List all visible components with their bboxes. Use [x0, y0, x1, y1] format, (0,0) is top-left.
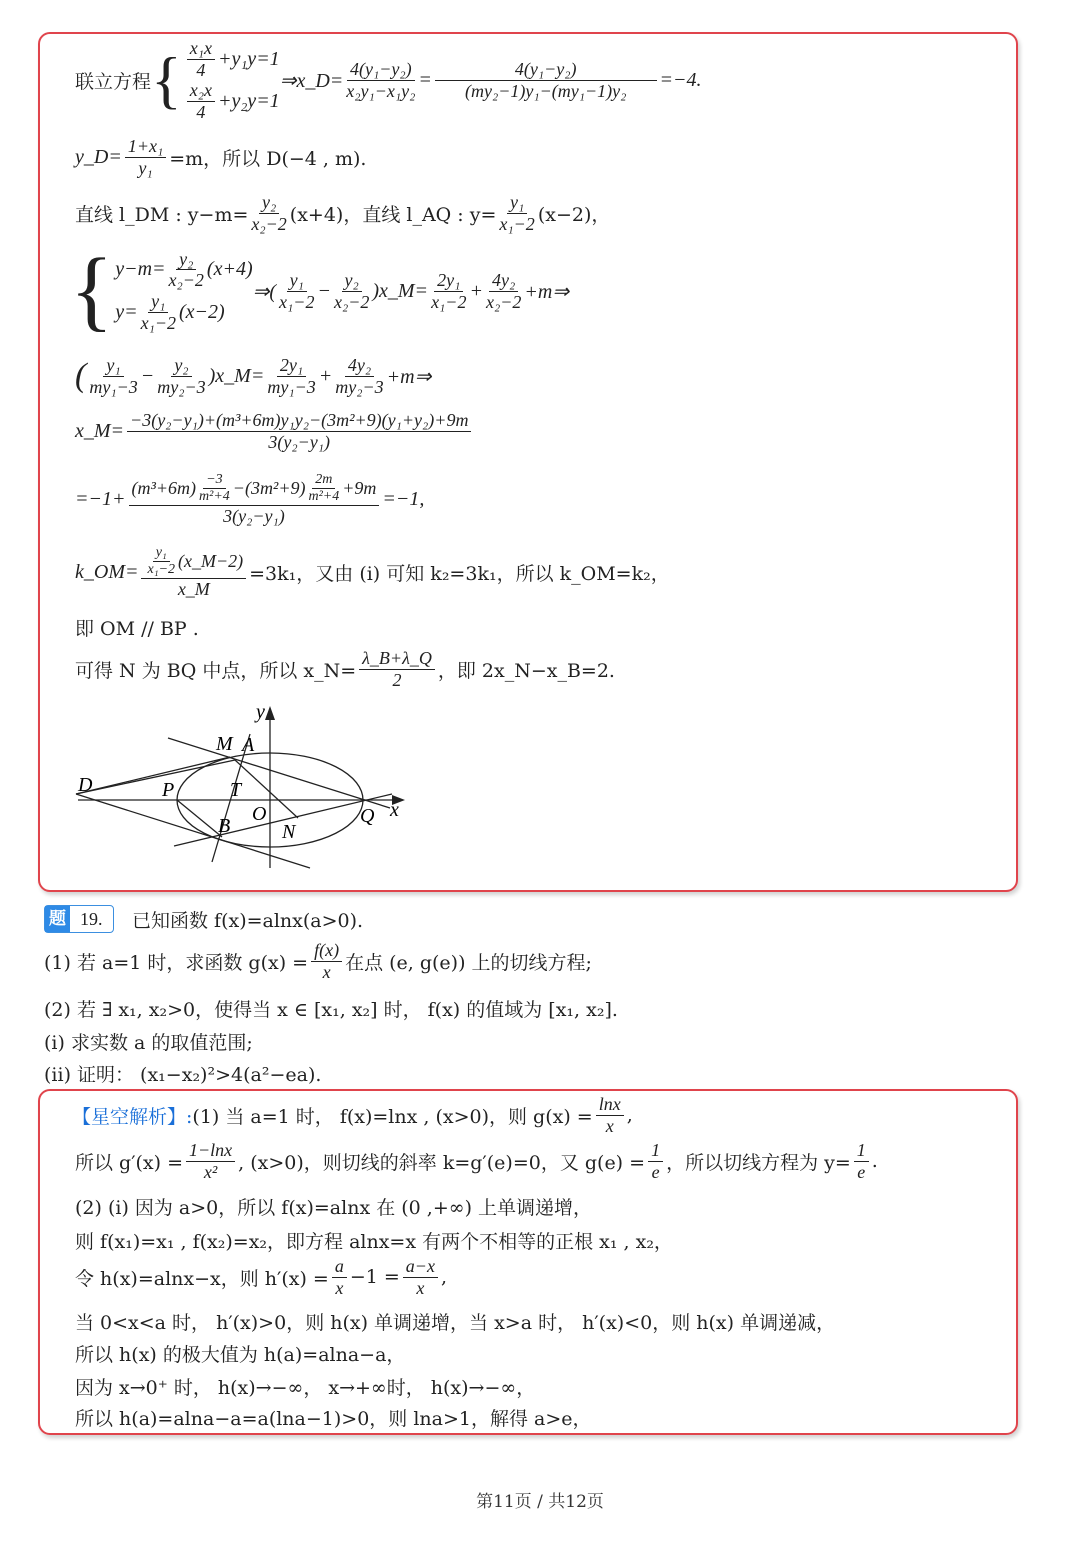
num: a−x — [403, 1256, 438, 1278]
expr: 所以 h(x) 的极大值为 h(a)=alna−a， — [75, 1344, 406, 1366]
label-d: D — [78, 774, 93, 796]
den: e — [651, 1161, 660, 1182]
expr: (m³+6m) — [131, 478, 197, 499]
label-a: A — [242, 734, 255, 756]
den: x₂y₁−x₁y₂ — [346, 80, 416, 101]
expr: 因为 x→0⁺ 时， h(x)→−∞， x→+∞时， h(x)→−∞， — [75, 1377, 536, 1399]
label-p: P — [162, 779, 175, 801]
den: x — [605, 1115, 614, 1136]
num: 4y₂ — [345, 355, 374, 377]
num: 1+x₁ — [125, 136, 166, 158]
den: e — [857, 1161, 866, 1182]
num: y₂ — [342, 270, 362, 292]
den: x₂−2 — [168, 270, 204, 291]
num: 1 — [854, 1140, 869, 1162]
den: x₁−2 — [431, 291, 467, 312]
num: −3(y₂−y₁)+(m³+6m)y₁y₂−(3m²+9)(y₁+y₂)+9m — [127, 410, 471, 432]
expr: (ii) 证明： (x₁−x₂)²>4(a²−ea). — [44, 1064, 322, 1086]
num: 1 — [648, 1140, 663, 1162]
analysis-tag: 【星空解析】: — [72, 1105, 193, 1128]
den: 3(y₂−y₁) — [268, 431, 331, 452]
den: x_M — [177, 579, 210, 600]
sol-line-3 — [75, 1193, 592, 1220]
num: λ_B+λ_Q — [359, 648, 435, 670]
num: y₂ — [259, 192, 279, 214]
system-xm-line — [70, 241, 570, 340]
expr: (1) 若 a=1 时，求函数 g(x) = — [44, 951, 309, 974]
label-x: x — [390, 799, 399, 821]
den: y₁ — [138, 157, 153, 178]
expr: k_OM= — [75, 560, 139, 583]
expr: y= — [115, 300, 138, 323]
badge-tag: 题 — [45, 906, 70, 932]
expr: − — [140, 364, 155, 387]
sol-line-5 — [75, 1256, 447, 1298]
num: f(x) — [311, 940, 342, 962]
num: 2y₁ — [434, 270, 463, 292]
expr: −(3m²+9) — [232, 478, 306, 499]
expr: y_D= — [75, 145, 122, 168]
problem-number: 19. — [80, 909, 103, 929]
expr: +m⇒ — [524, 280, 570, 303]
label-m: M — [216, 733, 233, 755]
brace: { — [70, 241, 114, 340]
den: x₁−2 — [279, 291, 315, 312]
expr: +m⇒ — [386, 365, 432, 388]
expr: (x_M−2) — [178, 551, 244, 572]
den: m²+4 — [199, 489, 230, 505]
om-parallel-bp — [75, 614, 199, 641]
text: 联立方程 — [75, 70, 152, 93]
expr: ，即 2x_N−x_B=2. — [437, 659, 615, 682]
num: x₁x — [187, 38, 215, 60]
expr: +y₁y=1 — [217, 47, 280, 70]
system — [115, 249, 252, 334]
xm-expression — [75, 410, 474, 452]
label-b: B — [218, 815, 231, 837]
num: y₂ — [176, 249, 196, 271]
problem-badge — [44, 905, 114, 933]
expr: 可得 N 为 BQ 中点，所以 x_N= — [75, 659, 357, 682]
label-t: T — [230, 779, 242, 801]
expr: )x_M= — [208, 364, 265, 387]
label-y: y — [256, 701, 265, 723]
expr: ，所以切线方程为 y= — [666, 1151, 851, 1174]
expr: + — [469, 279, 483, 302]
expr: 直线 l_DM : y−m= — [75, 203, 249, 226]
xm-result — [75, 472, 424, 527]
num: 1−lnx — [186, 1140, 235, 1162]
den: x — [416, 1277, 425, 1298]
expr: . — [871, 1150, 878, 1173]
den: x₂−2 — [485, 291, 522, 312]
num: y₁ — [153, 545, 170, 562]
expr: 则 f(x₁)=x₁ , f(x₂)=x₂，即方程 alnx=x 有两个不相等的正根 x₁ , x₂， — [75, 1231, 673, 1253]
expr: 当 0<x<a 时， h′(x)>0，则 h(x) 单调递增，当 x>a 时， h′(x)<0，则 h(x) 单调递减， — [75, 1312, 836, 1334]
problem-part-2ii — [44, 1060, 321, 1087]
den: my₁−3 — [267, 376, 316, 397]
label-n: N — [282, 821, 296, 843]
expr: 即 OM // BP . — [75, 618, 199, 640]
sol-line-6 — [75, 1308, 835, 1335]
expr: + — [318, 364, 333, 387]
expr: (x+4) — [206, 258, 253, 281]
expr: =−4. — [659, 68, 702, 91]
expr: +9m — [342, 478, 377, 499]
sol-line-7 — [75, 1340, 405, 1367]
num: 2m — [312, 472, 335, 489]
lines-dm-aq — [75, 192, 610, 234]
sol-line-2 — [75, 1140, 878, 1182]
sol-line-8 — [75, 1373, 535, 1400]
num: 2y₁ — [277, 355, 306, 377]
expr: (x−2)， — [537, 203, 611, 226]
expr: (i) 求实数 a 的取值范围; — [44, 1032, 253, 1054]
label-q: Q — [360, 805, 375, 827]
expr: =−1, — [382, 487, 425, 510]
expr: 所以 h(a)=alna−a=a(lna−1)>0，则 lna>1，解得 a>e， — [75, 1408, 592, 1430]
den: 4 — [196, 59, 206, 80]
kom-line — [75, 545, 670, 600]
system-equation-line — [75, 38, 702, 123]
expr: ( — [75, 357, 87, 395]
expr: (x−2) — [178, 300, 225, 323]
expr: (x+4)，直线 l_AQ : y= — [289, 203, 497, 226]
den: my₂−3 — [157, 376, 206, 397]
num: −3 — [203, 472, 225, 489]
page-footer: 第11页 / 共12页 — [476, 1492, 604, 1512]
den: m²+4 — [308, 489, 340, 505]
sol-line-9 — [75, 1404, 592, 1431]
problem-part-1 — [44, 940, 592, 982]
problem-part-2 — [44, 995, 618, 1022]
line-aq — [168, 738, 390, 808]
expr: )x_M= — [372, 279, 429, 302]
den: 4 — [196, 102, 206, 123]
expr: (2) (i) 因为 a>0，所以 f(x)=alnx 在 (0 ,+∞) 上单调递增， — [75, 1197, 593, 1219]
expr: (2) 若 ∃ x₁, x₂>0，使得当 x ∈ [x₁, x₂] 时， f(x) 的值域为 [x₁, x₂]. — [44, 999, 618, 1021]
midpoint-line — [75, 648, 615, 690]
expr: 已知函数 f(x)=alnx(a>0). — [132, 910, 364, 932]
den: x₁−2 — [140, 312, 176, 333]
expr: = — [418, 68, 432, 91]
expr: =m，所以 D(−4 , m). — [169, 147, 367, 170]
expr: =−1+ — [75, 487, 126, 510]
yd-line — [75, 136, 366, 178]
system — [184, 38, 280, 123]
den: 2 — [392, 669, 402, 690]
brace: { — [151, 44, 182, 116]
expr: 在点 (e, g(e)) 上的切线方程; — [345, 951, 592, 974]
expr: 令 h(x)=alnx−x，则 h′(x) = — [75, 1267, 329, 1290]
num: y₁ — [287, 270, 307, 292]
den: x₁−2 — [147, 562, 176, 578]
num: lnx — [596, 1094, 624, 1116]
den: x₂−2 — [251, 213, 287, 234]
num: 4(y₁−y₂) — [347, 59, 415, 81]
expr: , — [626, 1104, 633, 1127]
expr: , — [440, 1266, 447, 1289]
num: y₂ — [171, 355, 191, 377]
expr: ⇒( — [252, 280, 277, 303]
expr: ⇒x_D= — [279, 69, 344, 92]
den: my₂−3 — [335, 376, 384, 397]
expr: x_M= — [75, 419, 125, 442]
expr: −1 = — [349, 1266, 400, 1289]
xm-m-line — [75, 355, 431, 397]
y-arrow-icon — [265, 706, 275, 720]
num: y₁ — [507, 192, 527, 214]
label-o: O — [252, 803, 267, 825]
num: y₁ — [103, 355, 123, 377]
den: x₁−2 — [499, 213, 535, 234]
den: x₂−2 — [333, 291, 370, 312]
expr: − — [317, 279, 331, 302]
num: 4(y₁−y₂) — [435, 59, 657, 81]
problem-part-2i — [44, 1028, 253, 1055]
den: 3(y₂−y₁) — [223, 506, 285, 527]
num: 4y₂ — [489, 270, 518, 292]
num: x₂x — [187, 80, 215, 102]
problem-stem — [132, 906, 363, 933]
sol-line-1 — [72, 1094, 633, 1136]
den: my₁−3 — [89, 376, 138, 397]
sol-line-4 — [75, 1227, 673, 1254]
expr: (1) 当 a=1 时， f(x)=lnx , (x>0)，则 g(x) = — [192, 1105, 593, 1128]
den: x² — [203, 1161, 218, 1182]
num: y₁ — [148, 291, 168, 313]
expr: =3k₁，又由 (i) 可知 k₂=3k₁，所以 k_OM=k₂， — [249, 562, 670, 585]
expr: y−m= — [115, 258, 166, 281]
expr: +y₂y=1 — [217, 90, 280, 113]
ellipse-diagram — [70, 700, 420, 870]
den: x — [335, 1277, 344, 1298]
den: (my₂−1)y₁−(my₁−1)y₂ — [465, 80, 627, 101]
num: a — [332, 1256, 347, 1278]
den: x — [322, 961, 331, 982]
expr: , (x>0)，则切线的斜率 k=g′(e)=0，又 g(e) = — [238, 1151, 646, 1174]
line-db — [76, 794, 310, 868]
expr: 所以 g′(x) = — [75, 1151, 184, 1174]
